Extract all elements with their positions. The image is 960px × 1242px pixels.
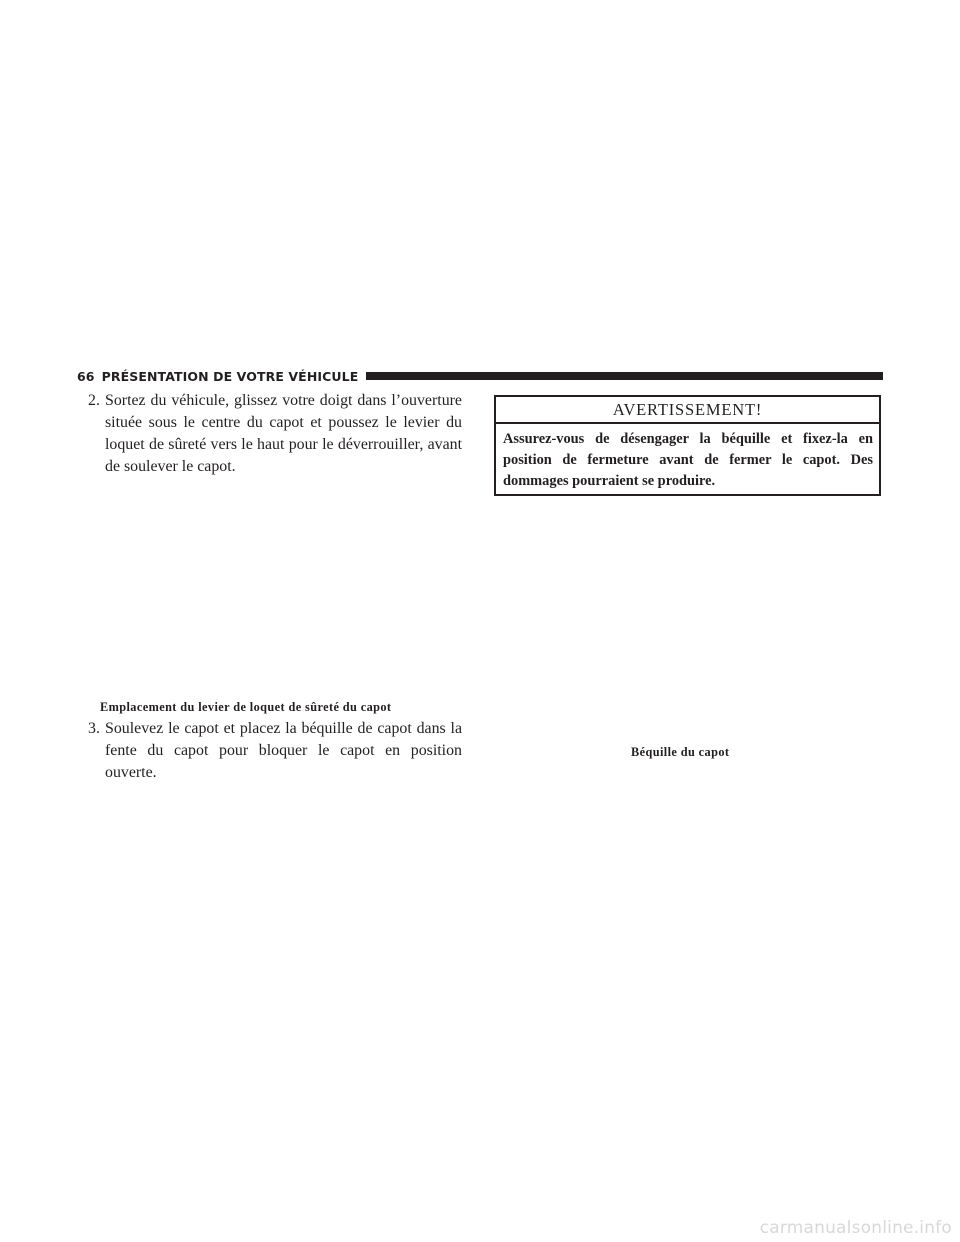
warning-title: AVERTISSEMENT! [496,397,879,424]
header-rule [366,372,883,380]
page-number: 66 [77,368,95,384]
warning-box [494,395,881,496]
step-2-text: Sortez du véhicule, glissez votre doigt dans l’ouverture située sous le centre du capot et poussez le levier du loquet de sûreté vers le haut pour le déverrouiller, avant de soulever le capot. [105,392,462,475]
step-3-paragraph [88,718,462,784]
hood-prop-caption: Béquille du capot [631,745,730,759]
warning-body: Assurez-vous de désengager la béquille et fixez-la en position de fermeture avant de fermer le capot. Des dommages pourraient se produire. [503,431,873,489]
step-2-paragraph [88,390,462,478]
watermark: carmanualsonline.info [759,1218,952,1238]
step-2-number: 2. [88,392,100,409]
step-3-text: Soulevez le capot et placez la béquille de capot dans la fente du capot pour bloquer le capot en position ouverte. [105,720,462,781]
step-3-number: 3. [88,720,100,737]
page-header [77,368,883,384]
latch-lever-caption: Emplacement du levier de loquet de sûreté du capot [100,700,392,714]
section-title: PRÉSENTATION DE VOTRE VÉHICULE [101,368,359,384]
